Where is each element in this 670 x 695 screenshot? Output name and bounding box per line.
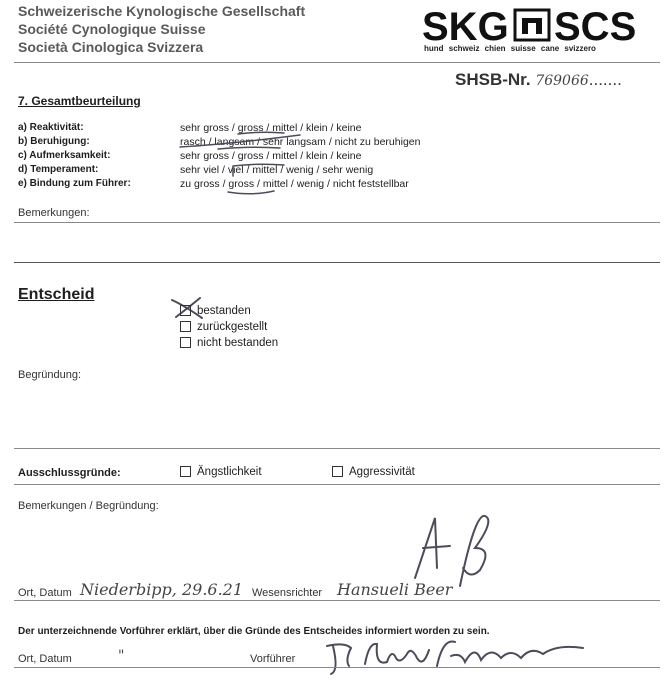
shsb-dots: .......: [588, 70, 622, 89]
criterion-value-bond: zu gross / gross / mittel / wenig / nicht feststellbar: [180, 178, 409, 190]
criterion-value-attention: sehr gross / gross / mittel / klein / keine: [180, 150, 362, 162]
svg-text:SCS: SCS: [554, 5, 637, 49]
shsb-label: SHSB-Nr.: [455, 70, 531, 89]
option-aggression-label: Aggressivität: [349, 466, 415, 478]
place-date-value-handler: ": [118, 648, 125, 664]
option-failed-label: nicht bestanden: [197, 337, 279, 349]
reason-label: Begründung:: [18, 369, 81, 381]
checkbox-passed[interactable]: [180, 305, 191, 316]
option-passed[interactable]: [180, 305, 251, 317]
checkbox-anxiety[interactable]: [180, 466, 191, 477]
criterion-label-attention: c) Aufmerksamkeit:: [18, 150, 111, 161]
ink-underline-bond: [228, 191, 274, 194]
criterion-value-calming: rasch / langsam / sehr langsam / nicht zu beruhigen: [180, 136, 421, 148]
org-name-it: Società Cinologica Svizzera: [18, 39, 204, 55]
exclusion-line: [14, 484, 660, 485]
remarks-line: [14, 222, 660, 223]
exclusion-label: Ausschlussgründe:: [18, 467, 121, 479]
option-passed-label: bestanden: [197, 305, 251, 317]
remarks-label: Bemerkungen:: [18, 207, 90, 219]
ink-overline-attention: [218, 147, 280, 149]
place-date-value: Niederbipp, 29.6.21: [80, 580, 244, 599]
option-deferred[interactable]: [180, 321, 267, 333]
shsb-value: 769066: [535, 73, 589, 89]
judge-name: Hansueli Beer: [337, 580, 453, 599]
org-name-fr: Société Cynologique Suisse: [18, 21, 206, 37]
option-aggression[interactable]: [332, 466, 415, 478]
criterion-label-reactivity: a) Reaktivität:: [18, 122, 84, 133]
criterion-value-temperament: sehr viel / viel / mittel / wenig / sehr wenig: [180, 164, 374, 176]
option-anxiety[interactable]: [180, 466, 262, 478]
org-name-de: Schweizerische Kynologische Gesellschaft: [18, 3, 306, 19]
ink-mark-temperament: [233, 164, 284, 176]
logo-subtitle: hund schweiz chien suisse cane svizzero: [424, 44, 596, 53]
option-failed[interactable]: [180, 337, 278, 349]
handler-label: Vorführer: [250, 653, 296, 665]
checkbox-aggression[interactable]: [332, 466, 343, 477]
handler-line: [14, 667, 660, 668]
criterion-label-calming: b) Beruhigung:: [18, 136, 90, 147]
criterion-value-reactivity: sehr gross / gross / mittel / klein / keine: [180, 122, 362, 134]
criterion-label-temperament: d) Temperament:: [18, 164, 99, 175]
handler-signature: [325, 636, 590, 676]
remarks-reason-label: Bemerkungen / Begründung:: [18, 500, 159, 512]
signature-line: [14, 600, 660, 601]
option-deferred-label: zurückgestellt: [197, 321, 268, 333]
decision-title: Entscheid: [18, 286, 95, 303]
section-divider: [14, 262, 660, 263]
section-title-assessment: 7. Gesamtbeurteilung: [18, 94, 141, 108]
option-anxiety-label: Ängstlichkeit: [197, 466, 262, 478]
checkbox-deferred[interactable]: [180, 321, 191, 332]
place-date-label: Ort, Datum: [18, 587, 72, 599]
ink-underline-reactivity: [238, 132, 284, 134]
judge-label: Wesensrichter: [252, 587, 323, 599]
ink-underline-calming: [180, 135, 300, 147]
svg-text:SKG: SKG: [422, 5, 509, 49]
declaration-text: Der unterzeichnende Vorführer erklärt, über die Gründe des Entscheides informiert worden zu sein.: [18, 626, 490, 637]
place-date-label-handler: Ort, Datum: [18, 653, 72, 665]
reason-line: [14, 448, 660, 449]
criterion-label-bond: e) Bindung zum Führer:: [18, 178, 131, 189]
checkbox-failed[interactable]: [180, 337, 191, 348]
